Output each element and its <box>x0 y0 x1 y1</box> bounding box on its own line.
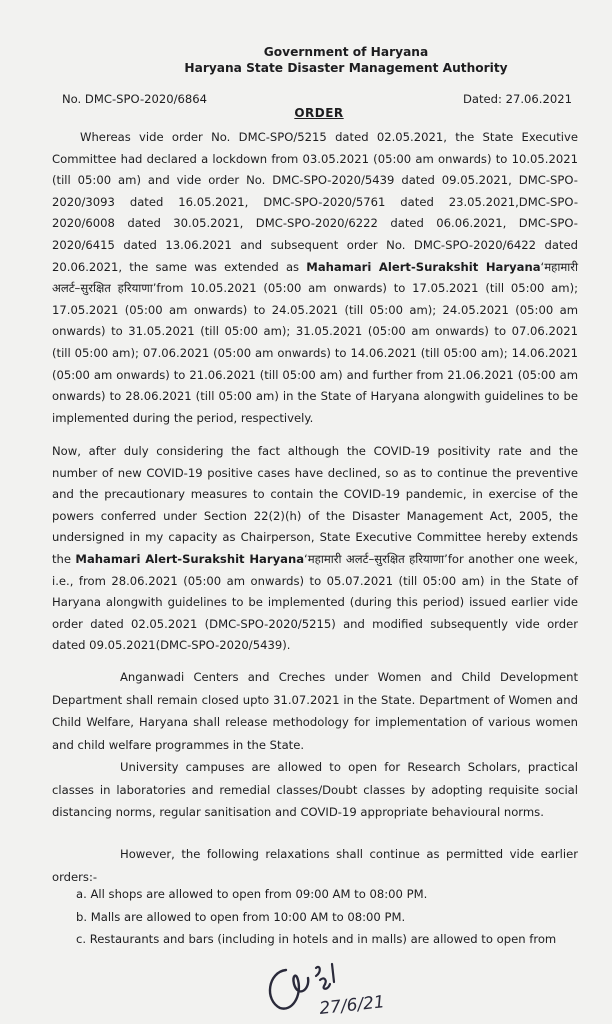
paragraph-text: Anganwadi Centers and Creches under Women and Child Development Department shall remain closed upto 31.07.2021 in the State. Department of Women and Child Welfare, Haryana shall release methodology for implementation of various women and child welfare programmes in the State. <box>52 670 578 752</box>
document-title <box>0 106 612 120</box>
scheme-name: Mahamari Alert-Surakshit Haryana <box>306 259 541 274</box>
paragraph-whereas <box>52 127 578 429</box>
scheme-name: Mahamari Alert-Surakshit Haryana <box>75 551 305 566</box>
paragraph-text: Whereas vide order No. DMC-SPO/5215 dated 02.05.2021, the State Executive Committee had declared a lockdown from 03.05.2021 (05:00 am onwards) to 10.05.2021 (till 05:00 am) and vide order No. DMC-SPO-2020/5439 dated 09.05.2021, DMC-SPO-2020/3093 dated 16.05.2021, DMC-SPO-2020/5761 dated 23.05.2021,DMC-SPO-2020/6008 dated 30.05.2021, DMC-SPO-2020/6222 dated 06.06.2021, DMC-SPO-2020/6415 dated 13.06.2021 and subsequent order No. DMC-SPO-2020/6422 dated 20.06.2021, the same was extended as <box>52 130 578 274</box>
paragraph-text: University campuses are allowed to open for Research Scholars, practical classes in laboratories and remedial classes/Doubt classes by adopting requisite social distancing norms, regular sanitisation and COVID-19 appropriate behavioural norms. <box>52 760 578 819</box>
list-item: c. Restaurants and bars (including in hotels and in malls) are allowed to open from <box>76 932 557 946</box>
paragraph-anganwadi <box>52 666 578 756</box>
signature-date: 27/6/21 <box>318 992 386 1019</box>
order-number: No. DMC-SPO-2020/6864 <box>62 92 208 106</box>
paragraph-text: Now, after duly considering the fact although the COVID-19 positivity rate and the number of new COVID-19 positive cases have declined, so as to continue the preventive and the precautionary measures to contain the COVID-19 pandemic, in exercise of the powers conferred under Section 22(2)(h) of the Disaster Management Act, 2005, the undersigned in my capacity as Chairperson, State Executive Committee hereby extends the <box>52 444 578 566</box>
authority-name: Haryana State Disaster Management Authority <box>184 61 508 75</box>
relaxations-list <box>76 883 576 951</box>
list-item: a. All shops are allowed to open from 09:00 AM to 08:00 PM. <box>76 887 428 901</box>
government-name: Government of Haryana <box>263 45 429 59</box>
letterhead <box>0 44 612 76</box>
handwritten-signature <box>258 950 408 1020</box>
scheme-name-hindi: ‘महामारी अलर्ट–सुरक्षित हरियाणा’ <box>52 259 579 296</box>
scheme-name-hindi: ‘महामारी अलर्ट–सुरक्षित हरियाणा’ <box>304 551 448 566</box>
paragraph-text: However, the following relaxations shall continue as permitted vide earlier orders:- <box>52 847 578 884</box>
paragraph-relaxations-intro <box>52 843 578 888</box>
list-item: b. Malls are allowed to open from 10:00 AM to 08:00 PM. <box>76 909 406 924</box>
paragraph-text: from 10.05.2021 (05:00 am onwards) to 17.05.2021 (till 05:00 am); 17.05.2021 (05:00 am onwards) to 24.05.2021 (till 05:00 am); 24.05.2021 (05:00 am onwards) to 31.05.2021 (till 05:00 am); 31.05.2021 (05:00 am onwards) to 07.06.2021 (till 05:00 am); 07.06.2021 (05:00 am onwards) to 14.06.2021 (till 05:00 am); 14.06.2021 (05:00 am onwards) to 21.06.2021 (till 05:00 am) and further from 21.06.2021 (05:00 am onwards) to 28.06.2021 (till 05:00 am) in the State of Haryana alongwith guidelines to be implemented during the period, respectively. <box>52 281 578 425</box>
paragraph-university <box>52 756 578 824</box>
signature-icon <box>258 950 408 1020</box>
paragraph-extension <box>52 441 578 657</box>
paragraph-text: for another one week, i.e., from 28.06.2021 (05:00 am onwards) to 05.07.2021 (till 05:00 am) in the State of Haryana alongwith guidelines to be implemented (during this period) issued earlier vide order dated 02.05.2021 (DMC-SPO-2020/5215) and modified subsequently vide order dated 09.05.2021(DMC-SPO-2020/5439). <box>52 551 579 653</box>
order-date: Dated: 27.06.2021 <box>462 92 572 106</box>
order-title-text: ORDER <box>294 106 344 120</box>
